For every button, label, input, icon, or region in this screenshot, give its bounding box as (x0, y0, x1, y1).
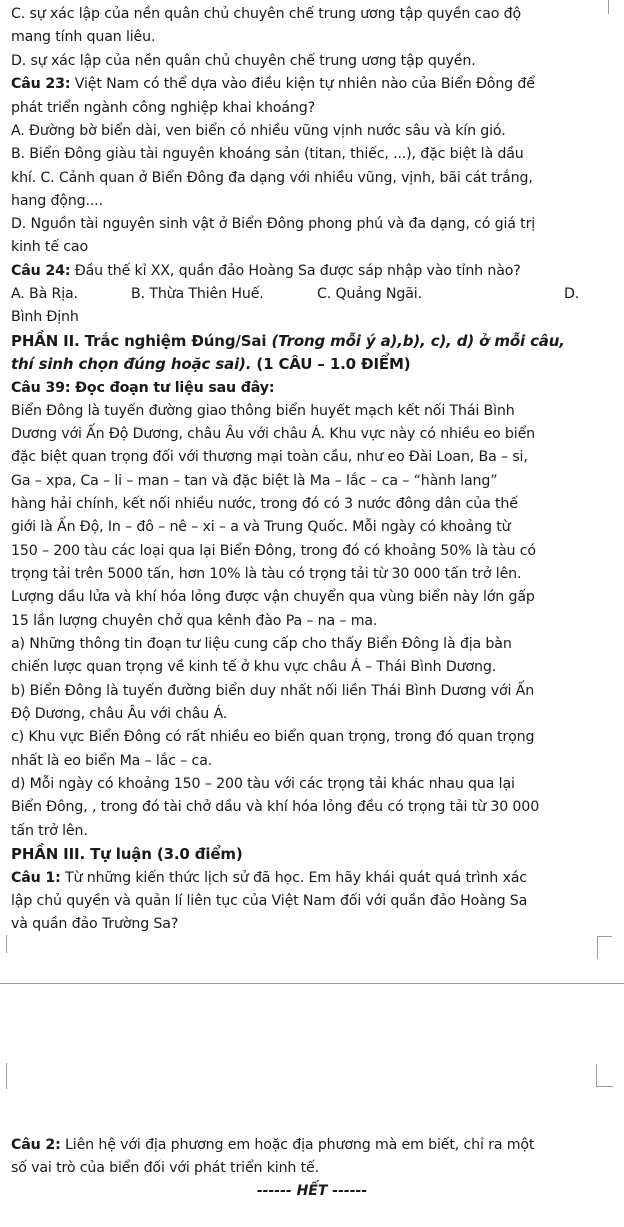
part2-title: PHẦN II. Trắc nghiệm Đúng/Sai (11, 332, 272, 350)
essay-q1-line1 (11, 868, 527, 888)
q22-option-d: D. sự xác lập của nền quân chủ chuyên chế trung ương tập quyền. (11, 53, 476, 69)
q24-option-d-text: Bình Định (11, 309, 79, 325)
q23-question-line2: phát triển ngành công nghiệp khai khoáng? (11, 100, 315, 116)
part2-instruction-2: thí sinh chọn đúng hoặc sai). (11, 355, 252, 373)
essay-q1-label: Câu 1: (11, 870, 61, 886)
passage-line-3: đặc biệt quan trọng đối với thương mại toàn cầu, như eo Đài Loan, Ba – si, (11, 449, 528, 465)
crop-mark-left-1 (0, 935, 7, 953)
statement-d-line3: tấn trở lên. (11, 823, 88, 839)
statement-c-line1: c) Khu vực Biển Đông có rất nhiều eo biển quan trọng, trong đó quan trọng (11, 729, 535, 745)
passage-line-4: Ga – xpa, Ca – li – man – tan và đặc biệt là Ma – lắc – ca – “hành lang” (11, 473, 498, 489)
q22-option-c-line1: C. sự xác lập của nền quân chủ chuyên chế trung ương tập quyền cao độ (11, 6, 522, 22)
crop-mark-top-right (608, 0, 621, 14)
q23-option-d-line1: D. Nguồn tài nguyên sinh vật ở Biển Đông phong phú và đa dạng, có giá trị (11, 216, 536, 232)
part2-heading-line2 (11, 354, 410, 374)
crop-mark-right-1 (597, 936, 612, 959)
statement-a-line2: chiến lược quan trọng về kinh tế ở khu vực châu Á – Thái Bình Dương. (11, 659, 497, 675)
passage-line-1: Biển Đông là tuyến đường giao thông biển huyết mạch kết nối Thái Bình (11, 403, 515, 419)
passage-line-2: Dương với Ấn Độ Dương, châu Âu với châu Á. Khu vực này có nhiều eo biển (11, 426, 535, 442)
passage-line-10: 15 lần lượng chuyên chở qua kênh đào Pa – na – ma. (11, 613, 378, 629)
statement-d-line2: Biển Đông, , trong đó tài chở dầu và khí hóa lỏng đều có trọng tải từ 30 000 (11, 799, 540, 815)
q23-option-d-line2: kinh tế cao (11, 239, 88, 255)
essay-q1-line2: lập chủ quyền và quản lí liên tục của Việt Nam đối với quần đảo Hoàng Sa (11, 893, 528, 909)
part2-instruction: (Trong mỗi ý a),b), c), d) ở mỗi câu, (271, 332, 565, 350)
statement-b-line2: Độ Dương, châu Âu với châu Á. (11, 706, 228, 722)
q24-option-b: B. Thừa Thiên Huế. (131, 286, 264, 302)
passage-line-8: trọng tải trên 5000 tấn, hơn 10% là tàu có trọng tải từ 30 000 tấn trở lên. (11, 566, 522, 582)
essay-q2-label: Câu 2: (11, 1137, 61, 1153)
q23-option-b-line1: B. Biển Đông giàu tài nguyên khoáng sản (titan, thiếc, ...), đặc biệt là dầu (11, 146, 524, 162)
crop-mark-right-2 (596, 1064, 613, 1087)
essay-q2-line2: số vai trò của biển đối với phát triển kinh tế. (11, 1160, 319, 1176)
q23-label: Câu 23: (11, 76, 71, 92)
q23-question-line1 (11, 74, 535, 94)
q24-text: Đầu thế kỉ XX, quần đảo Hoàng Sa được sáp nhập vào tỉnh nào? (70, 263, 521, 279)
passage-line-9: Lượng dầu lửa và khí hóa lỏng được vận chuyển qua vùng biển này lớn gấp (11, 589, 535, 605)
q24-option-c: C. Quảng Ngãi. (317, 286, 422, 302)
q24-question (11, 261, 521, 281)
essay-q1-line3: và quần đảo Trường Sa? (11, 916, 179, 932)
q24-label: Câu 24: (11, 263, 71, 279)
q23-option-a: A. Đường bờ biển dài, ven biển có nhiều vũng vịnh nước sâu và kín gió. (11, 123, 506, 139)
q24-option-d: D. (564, 286, 580, 302)
q23-option-b-line3: hang động.... (11, 193, 103, 209)
statement-d-line1: d) Mỗi ngày có khoảng 150 – 200 tàu với các trọng tải khác nhau qua lại (11, 776, 515, 792)
q39-heading: Câu 39: Đọc đoạn tư liệu sau đây: (11, 380, 275, 396)
part3-heading: PHẦN III. Tự luận (3.0 điểm) (11, 845, 243, 863)
part2-points: (1 CÂU – 1.0 ĐIỂM) (251, 355, 411, 373)
statement-a-line1: a) Những thông tin đoạn tư liệu cung cấp cho thấy Biển Đông là địa bàn (11, 636, 512, 652)
end-marker: ------ HẾT ------ (256, 1183, 368, 1199)
crop-mark-left-2 (0, 1063, 7, 1089)
passage-line-6: giới là Ấn Độ, In – đô – nê – xi – a và Trung Quốc. Mỗi ngày có khoảng từ (11, 519, 511, 535)
statement-c-line2: nhất là eo biển Ma – lắc – ca. (11, 753, 213, 769)
passage-line-7: 150 – 200 tàu các loại qua lại Biển Đông, trong đó có khoảng 50% là tàu có (11, 543, 536, 559)
q23-option-b-line2: khí. C. Cảnh quan ở Biển Đông đa dạng với nhiều vũng, vịnh, bãi cát trắng, (11, 170, 533, 186)
essay-q2-text: Liên hệ với địa phương em hoặc địa phương mà em biết, chỉ ra một (60, 1137, 535, 1153)
essay-q1-text: Từ những kiến thức lịch sử đã học. Em hãy khái quát quá trình xác (60, 870, 527, 886)
essay-q2-line1 (11, 1135, 534, 1155)
q24-option-a: A. Bà Rịa. (11, 286, 78, 302)
statement-b-line1: b) Biển Đông là tuyến đường biển duy nhất nối liền Thái Bình Dương với Ấn (11, 683, 535, 699)
q23-text: Việt Nam có thể dựa vào điều kiện tự nhiên nào của Biển Đông để (70, 76, 535, 92)
q22-option-c-line2: mang tính quan liêu. (11, 29, 156, 45)
passage-line-5: hàng hải chính, kết nối nhiều nước, trong đó có 3 nước đông dân của thế (11, 496, 518, 512)
part2-heading-line1 (11, 331, 565, 351)
page-divider (0, 983, 624, 984)
